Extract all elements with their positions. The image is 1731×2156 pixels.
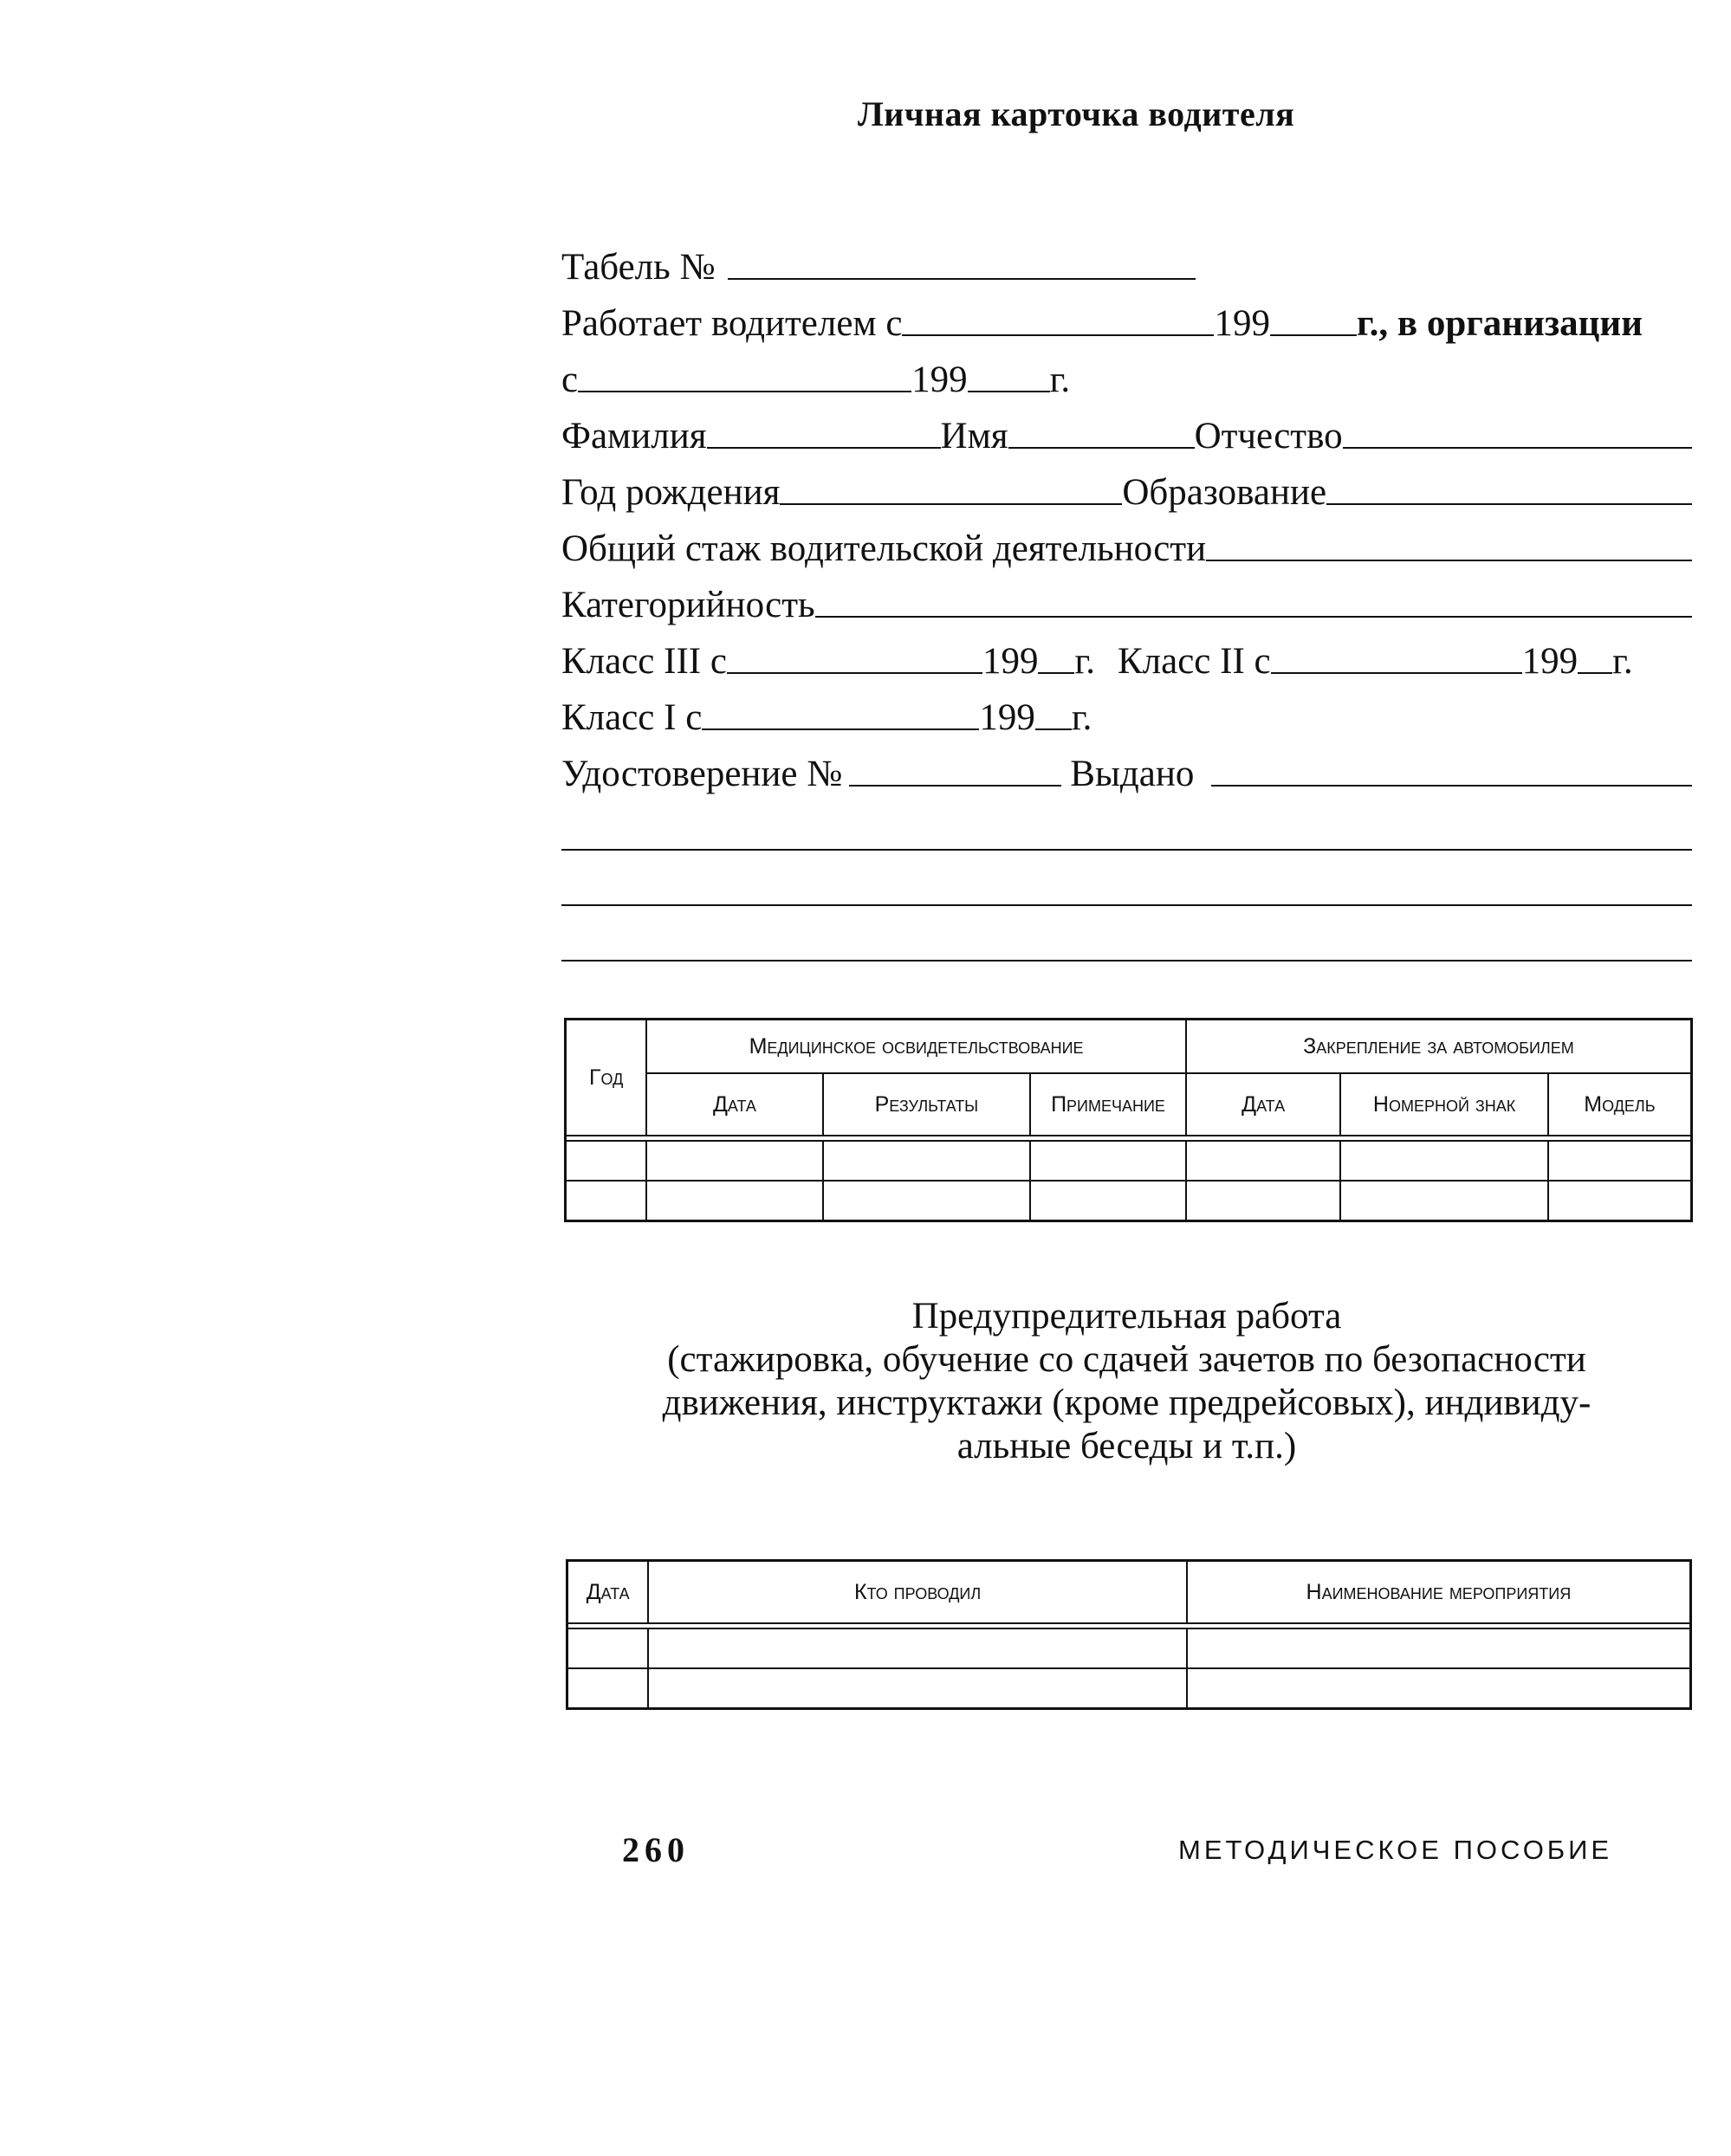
table-row bbox=[566, 1141, 1692, 1181]
year-suffix-4: г. bbox=[1071, 697, 1092, 738]
extra-line-3[interactable] bbox=[561, 906, 1692, 961]
table-cell[interactable] bbox=[1186, 1181, 1340, 1221]
table-row bbox=[567, 1668, 1691, 1709]
form-row-org-since bbox=[561, 345, 1692, 401]
table-cell[interactable] bbox=[1340, 1181, 1547, 1221]
birth-year-field[interactable] bbox=[780, 503, 1122, 505]
page-title: Личная карточка водителя bbox=[858, 94, 1295, 133]
table-cell[interactable] bbox=[646, 1181, 822, 1221]
education-label: Образование bbox=[1122, 472, 1327, 513]
activity-table bbox=[566, 1559, 1692, 1710]
form-row-license bbox=[561, 739, 1692, 795]
form-row-class-1 bbox=[561, 683, 1692, 739]
prevention-heading: Предупредительная работа bbox=[911, 1296, 1342, 1337]
table-cell[interactable] bbox=[1187, 1668, 1691, 1709]
year-header: Год bbox=[566, 1020, 647, 1136]
col-header-car-date: Дата bbox=[1186, 1073, 1340, 1136]
license-number-field[interactable] bbox=[849, 785, 1061, 787]
table-cell[interactable] bbox=[566, 1141, 647, 1181]
prevention-line-2: движения, инструктажи (кроме предрейсовых), индивиду- bbox=[662, 1382, 1592, 1423]
col-header-results: Результаты bbox=[823, 1073, 1030, 1136]
table-cell[interactable] bbox=[823, 1181, 1030, 1221]
table-cell[interactable] bbox=[567, 1668, 649, 1709]
col-header-activity-date: Дата bbox=[567, 1561, 649, 1624]
class3-label: Класс III с bbox=[561, 641, 727, 682]
category-label: Категорийность bbox=[561, 585, 815, 625]
prevention-line-3: альные беседы и т.п.) bbox=[956, 1426, 1297, 1466]
form-row-works-since bbox=[561, 288, 1692, 345]
tabel-label: Табель № bbox=[561, 247, 716, 288]
table-cell[interactable] bbox=[1340, 1141, 1547, 1181]
table-cell[interactable] bbox=[1030, 1181, 1186, 1221]
issued-field[interactable] bbox=[1211, 785, 1692, 787]
form-row-category bbox=[561, 570, 1692, 626]
prevention-line-1: (стажировка, обучение со сдачей зачетов по безопасности bbox=[667, 1339, 1586, 1380]
col-header-model: Модель bbox=[1548, 1073, 1692, 1136]
license-label: Удостоверение № bbox=[561, 754, 843, 794]
form-row-name bbox=[561, 401, 1692, 457]
running-title: МЕТОДИЧЕСКОЕ ПОСОБИЕ bbox=[1178, 1835, 1613, 1865]
table-cell[interactable] bbox=[1548, 1181, 1692, 1221]
class3-date-field[interactable] bbox=[727, 672, 982, 674]
year-suffix-1: г. bbox=[1049, 359, 1071, 400]
medical-group-header: Медицинское освидетельствование bbox=[646, 1020, 1186, 1074]
col-header-plate: Номерной знак bbox=[1340, 1073, 1547, 1136]
year-prefix-3: 199 bbox=[982, 641, 1039, 682]
year-suffix-org: г., в организации bbox=[1356, 303, 1643, 344]
class3-year-field[interactable] bbox=[1038, 672, 1074, 674]
year-suffix-2: г. bbox=[1074, 641, 1095, 682]
table-cell[interactable] bbox=[567, 1628, 649, 1668]
col-header-date: Дата bbox=[646, 1073, 822, 1136]
form-row-experience bbox=[561, 514, 1692, 570]
car-group-header: Закрепление за автомобилем bbox=[1186, 1020, 1692, 1074]
org-since-date-field[interactable] bbox=[578, 391, 911, 392]
table-cell[interactable] bbox=[1030, 1141, 1186, 1181]
works-since-date-field[interactable] bbox=[902, 334, 1214, 336]
form-row-birth bbox=[561, 457, 1692, 514]
experience-field[interactable] bbox=[1206, 560, 1692, 561]
table-cell[interactable] bbox=[1187, 1628, 1691, 1668]
table-cell[interactable] bbox=[1186, 1141, 1340, 1181]
table-cell[interactable] bbox=[648, 1668, 1186, 1709]
year-suffix-3: г. bbox=[1612, 641, 1633, 682]
class1-date-field[interactable] bbox=[702, 728, 979, 730]
table-cell[interactable] bbox=[646, 1141, 822, 1181]
extra-line-2[interactable] bbox=[561, 851, 1692, 906]
class2-year-field[interactable] bbox=[1578, 672, 1612, 674]
col-header-activity-name: Наименование мероприятия bbox=[1187, 1561, 1691, 1624]
works-label: Работает водителем с bbox=[561, 303, 903, 344]
class1-year-field[interactable] bbox=[1035, 728, 1072, 730]
works-since-year-field[interactable] bbox=[1270, 334, 1357, 336]
birth-label: Год рождения bbox=[561, 472, 781, 513]
category-field[interactable] bbox=[815, 616, 1692, 618]
surname-field[interactable] bbox=[707, 447, 941, 449]
col-header-conducted-by: Кто проводил bbox=[648, 1561, 1186, 1624]
prevention-section bbox=[561, 1295, 1692, 1468]
table-cell[interactable] bbox=[1548, 1141, 1692, 1181]
patronymic-field[interactable] bbox=[1343, 447, 1692, 449]
table-cell[interactable] bbox=[566, 1181, 647, 1221]
year-prefix-2: 199 bbox=[911, 359, 968, 400]
experience-label: Общий стаж водительской деятельности bbox=[561, 528, 1207, 569]
page-number: 260 bbox=[622, 1830, 690, 1869]
year-prefix-4: 199 bbox=[1521, 641, 1579, 682]
name-label: Имя bbox=[940, 416, 1008, 456]
tabel-field[interactable] bbox=[728, 278, 1196, 280]
class2-label: Класс II с bbox=[1118, 641, 1271, 682]
name-field[interactable] bbox=[1008, 447, 1195, 449]
year-prefix-5: 199 bbox=[979, 697, 1035, 738]
class1-label: Класс I с bbox=[561, 697, 703, 738]
education-field[interactable] bbox=[1326, 503, 1692, 505]
table-cell[interactable] bbox=[648, 1628, 1186, 1668]
surname-label: Фамилия bbox=[561, 416, 707, 456]
table-cell[interactable] bbox=[823, 1141, 1030, 1181]
table-row bbox=[567, 1628, 1691, 1668]
extra-line-1[interactable] bbox=[561, 795, 1692, 851]
medical-table bbox=[564, 1018, 1693, 1222]
org-since-year-field[interactable] bbox=[968, 391, 1050, 392]
patronymic-label: Отчество bbox=[1194, 416, 1343, 456]
form-row-class-3-2 bbox=[561, 626, 1692, 683]
driver-form bbox=[561, 232, 1692, 961]
class2-date-field[interactable] bbox=[1271, 672, 1522, 674]
form-row-tabel bbox=[561, 232, 1692, 288]
col-header-note: Примечание bbox=[1030, 1073, 1186, 1136]
from-label: с bbox=[561, 359, 579, 400]
issued-label: Выдано bbox=[1070, 754, 1195, 794]
table-row bbox=[566, 1181, 1692, 1221]
year-prefix-1: 199 bbox=[1214, 303, 1270, 344]
